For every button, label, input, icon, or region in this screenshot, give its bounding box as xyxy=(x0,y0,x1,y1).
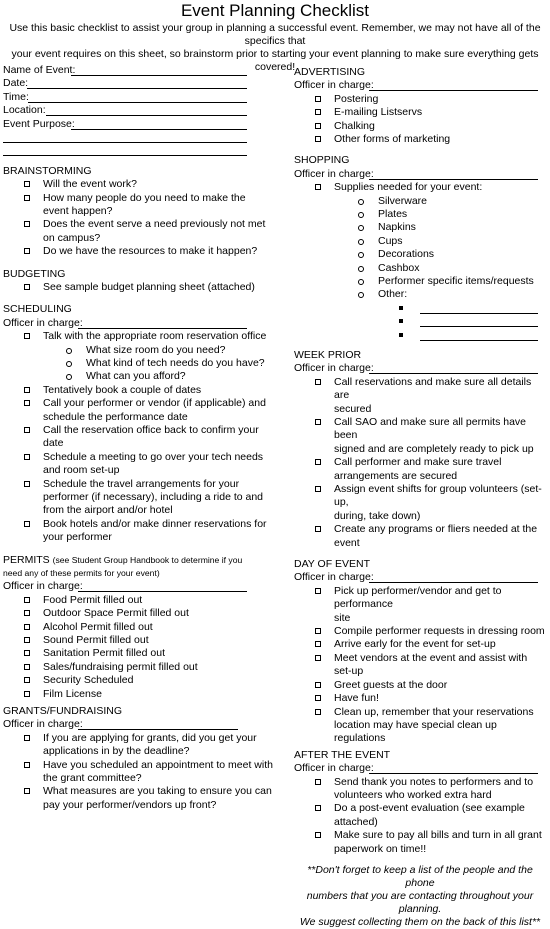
checklist-item[interactable] xyxy=(3,607,273,620)
checklist-item-text: Arrive early for the event for set-up xyxy=(334,638,496,651)
checkbox-icon[interactable] xyxy=(315,526,321,532)
checklist-item[interactable] xyxy=(294,376,546,416)
checklist-item-text: performer (if necessary), including a ride to and xyxy=(43,491,264,504)
checklist-item-text: Postering xyxy=(334,92,379,105)
checklist-item-text: Chalking xyxy=(334,119,375,132)
checkbox-icon[interactable] xyxy=(315,805,321,811)
checklist-item-text: Do we have the resources to make it happen? xyxy=(43,245,258,258)
checklist-item[interactable] xyxy=(3,594,273,607)
checkbox-icon[interactable] xyxy=(24,400,30,406)
circle-bullet-icon[interactable] xyxy=(66,361,72,367)
checklist-item[interactable] xyxy=(3,397,273,424)
checklist-item-text: attached) xyxy=(334,815,378,828)
checklist-item-text: Alcohol Permit filled out xyxy=(43,620,153,633)
checkbox-icon[interactable] xyxy=(315,695,321,701)
checklist-item[interactable] xyxy=(294,456,546,483)
sub-item[interactable] xyxy=(3,357,273,370)
circle-bullet-icon[interactable] xyxy=(358,199,364,205)
checklist-item-text: date xyxy=(43,437,64,450)
checkbox-icon[interactable] xyxy=(24,387,30,393)
checkbox-icon[interactable] xyxy=(24,650,30,656)
circle-bullet-icon[interactable] xyxy=(66,374,72,380)
checkbox-icon[interactable] xyxy=(24,637,30,643)
intro-line: your event requires on this sheet, so brainstorm prior to starting your event planning to make sure everything gets covered! xyxy=(11,48,539,73)
checklist-item-text: paperwork on time!! xyxy=(334,842,427,855)
sub-item[interactable] xyxy=(294,262,546,275)
officer-label: Officer in charge: xyxy=(294,167,374,180)
checklist-item-text: Outdoor Space Permit filled out xyxy=(43,607,189,620)
checklist-item-text: Tentatively book a couple of dates xyxy=(43,383,202,396)
checklist-item-text: Pick up performer/vendor and get to performance xyxy=(334,584,502,611)
other-blank-item[interactable] xyxy=(294,329,546,342)
checklist-item-text: Send thank you notes to performers and to xyxy=(334,775,534,788)
scheduling-subitems xyxy=(3,344,273,384)
checklist-item[interactable] xyxy=(3,674,273,687)
field-name[interactable] xyxy=(3,64,273,77)
officer-label: Officer in charge: xyxy=(3,718,83,731)
checklist-item[interactable] xyxy=(294,638,546,651)
officer-label: Officer in charge: xyxy=(294,762,374,775)
checklist-item[interactable] xyxy=(3,661,273,674)
checklist-item-text: Call the reservation office back to confirm your xyxy=(43,423,259,436)
sub-item[interactable] xyxy=(294,208,546,221)
circle-bullet-icon[interactable] xyxy=(358,252,364,258)
checkbox-icon[interactable] xyxy=(315,419,321,425)
field-line[interactable] xyxy=(71,64,247,76)
checklist-item[interactable] xyxy=(294,483,546,523)
checkbox-icon[interactable] xyxy=(315,109,321,115)
checklist-item[interactable] xyxy=(294,829,546,856)
sub-item[interactable] xyxy=(294,275,546,288)
checklist-item-text: Have fun! xyxy=(334,692,379,705)
field-label: Location: xyxy=(3,104,46,117)
checkbox-icon[interactable] xyxy=(24,248,30,254)
officer-label: Officer in charge: xyxy=(294,362,374,375)
checklist-item[interactable] xyxy=(3,192,273,219)
checklist-item[interactable] xyxy=(3,688,273,701)
sub-item[interactable] xyxy=(3,370,273,383)
officer-label: Officer in charge: xyxy=(3,580,83,593)
grants-list xyxy=(3,732,273,812)
field-location[interactable] xyxy=(3,104,273,117)
blank-line[interactable] xyxy=(420,313,538,314)
checklist-item-text: Sales/fundraising permit filled out xyxy=(43,660,198,673)
checklist-item-text: pay your performer/vendors up front? xyxy=(43,798,217,811)
checklist-item-text: Food Permit filled out xyxy=(43,593,143,606)
checklist-item-text: the grant committee? xyxy=(43,772,142,785)
officer-line[interactable] xyxy=(78,718,238,730)
checklist-item-text: How many people do you need to make the xyxy=(43,191,246,204)
checklist-item-text: Create any programs or fliers needed at the xyxy=(334,523,538,536)
sub-item-text: Decorations xyxy=(378,248,435,261)
checklist-item-text: event happen? xyxy=(43,204,113,217)
officer-label: Officer in charge: xyxy=(294,79,374,92)
officer-line[interactable] xyxy=(78,317,247,329)
circle-bullet-icon[interactable] xyxy=(66,348,72,354)
section-heading: GRANTS/FUNDRAISING xyxy=(3,705,123,718)
blank-line[interactable] xyxy=(420,340,538,341)
checklist-item-text: E-mailing Listservs xyxy=(334,106,423,119)
checkbox-icon[interactable] xyxy=(315,379,321,385)
sub-item[interactable] xyxy=(294,288,546,301)
other-blank-item[interactable] xyxy=(294,315,546,328)
checklist-item-text: secured xyxy=(334,402,372,415)
checklist-item[interactable] xyxy=(3,634,273,647)
checklist-item[interactable] xyxy=(294,625,546,638)
section-heading: DAY OF EVENT xyxy=(294,558,371,571)
checklist-item-text: Assign event shifts for group volunteers (set-up, xyxy=(334,483,542,509)
checklist-item[interactable] xyxy=(294,416,546,456)
checklist-item-text: Meet vendors at the event and assist with set-up xyxy=(334,651,528,678)
checklist-item[interactable] xyxy=(3,478,273,518)
checklist-item-text: Film License xyxy=(43,687,102,700)
checklist-item[interactable] xyxy=(3,384,273,397)
checklist-item-text: Book hotels and/or make dinner reservations for xyxy=(43,517,267,530)
section-heading: SCHEDULING xyxy=(3,303,72,316)
checkbox-icon[interactable] xyxy=(24,762,30,768)
circle-bullet-icon[interactable] xyxy=(358,279,364,285)
section-heading: ADVERTISING xyxy=(294,66,365,78)
checkbox-icon[interactable] xyxy=(24,521,30,527)
sub-item-text: Plates xyxy=(378,208,408,220)
checklist-item-text: site xyxy=(334,611,351,624)
event-fields xyxy=(3,64,273,158)
checkbox-icon[interactable] xyxy=(315,136,321,142)
checkbox-icon[interactable] xyxy=(24,195,30,201)
field-label: Name of Event: xyxy=(3,64,76,76)
checklist-item-text: arrangements are secured xyxy=(334,469,458,482)
officer-field[interactable] xyxy=(3,580,273,593)
sub-item-text: Napkins xyxy=(378,221,416,234)
checklist-item[interactable] xyxy=(3,647,273,660)
checklist-item-text: What measures are you taking to ensure you can xyxy=(43,785,272,798)
checklist-item[interactable] xyxy=(294,802,546,829)
checklist-item-text: and room set-up xyxy=(43,464,120,477)
checklist-item-text: during, take down) xyxy=(334,509,421,522)
checkbox-icon[interactable] xyxy=(315,655,321,661)
checklist-item-text: Security Scheduled xyxy=(43,674,134,687)
checklist-item[interactable] xyxy=(294,652,546,679)
checklist-item[interactable]: Supplies needed for your event: xyxy=(294,181,546,194)
checkbox-icon[interactable] xyxy=(315,641,321,647)
checklist-item-text: volunteers who worked extra hard xyxy=(334,788,492,801)
checklist-item-text: your performer xyxy=(43,531,112,544)
checkbox-icon[interactable] xyxy=(24,677,30,683)
field-line[interactable] xyxy=(46,104,247,116)
checklist-item-text: applications in by the deadline? xyxy=(43,745,190,758)
checkbox-icon[interactable] xyxy=(24,610,30,616)
field-line[interactable] xyxy=(71,118,247,130)
checkbox-icon[interactable] xyxy=(24,427,30,433)
officer-field[interactable] xyxy=(294,362,546,375)
checkbox-icon[interactable] xyxy=(24,284,30,290)
officer-field[interactable] xyxy=(294,571,546,584)
checklist-item[interactable] xyxy=(3,785,273,812)
circle-bullet-icon[interactable] xyxy=(358,225,364,231)
section-heading: AFTER THE EVENT xyxy=(294,748,391,761)
checkbox-icon[interactable] xyxy=(315,184,321,190)
checkbox-icon[interactable] xyxy=(315,779,321,785)
checklist-item[interactable] xyxy=(3,281,273,294)
checklist-item-text: signed and are completely ready to pick up xyxy=(334,442,534,455)
officer-label: Officer in charge: xyxy=(3,316,83,329)
checklist-item[interactable] xyxy=(3,245,273,258)
scheduling-list xyxy=(3,384,273,545)
checklist-item-text: Call performer and make sure travel xyxy=(334,456,502,469)
checkbox-icon[interactable] xyxy=(24,454,30,460)
checkbox-icon[interactable] xyxy=(24,181,30,187)
checklist-item-text: Other forms of marketing xyxy=(334,133,451,145)
officer-line[interactable] xyxy=(369,168,538,180)
checklist-item-text: Compile performer requests in dressing room xyxy=(334,625,545,638)
checklist-item-text: See sample budget planning sheet (attached) xyxy=(43,280,255,293)
officer-field[interactable] xyxy=(294,168,546,181)
sub-item-text: Cashbox xyxy=(378,261,420,274)
field-date[interactable] xyxy=(3,77,273,90)
checkbox-icon[interactable] xyxy=(315,628,321,634)
field-label: Event Purpose: xyxy=(3,117,75,130)
checklist-item[interactable] xyxy=(294,106,546,119)
checkbox-icon[interactable] xyxy=(315,123,321,129)
brainstorming-list xyxy=(3,178,273,258)
checklist-item-text: Will the event work? xyxy=(43,178,137,191)
field-label: Date: xyxy=(3,77,29,90)
page-title: Event Planning Checklist xyxy=(180,1,370,20)
sub-item-text: Cups xyxy=(378,234,403,247)
checklist-item-text: Schedule the travel arrangements for your xyxy=(43,477,240,490)
checklist-item-text: Greet guests at the door xyxy=(334,678,448,691)
sub-item-text: What size room do you need? xyxy=(86,343,226,356)
checkbox-icon[interactable] xyxy=(315,96,321,102)
checklist-item-text: Schedule a meeting to go over your tech needs xyxy=(43,450,264,463)
checklist-item[interactable] xyxy=(3,424,273,451)
checklist-item-text: Do a post-event evaluation (see example xyxy=(334,802,525,815)
right-column xyxy=(294,64,546,929)
checklist-item-text: If you are applying for grants, did you get your xyxy=(43,731,257,744)
week-prior-list xyxy=(294,376,546,550)
officer-line[interactable] xyxy=(369,571,538,583)
checklist-item[interactable] xyxy=(3,178,273,191)
circle-bullet-icon[interactable] xyxy=(358,239,364,245)
officer-field[interactable] xyxy=(3,718,273,731)
sub-item-text: Other: xyxy=(378,288,408,301)
left-column xyxy=(3,64,273,812)
checklist-item[interactable] xyxy=(294,776,546,803)
section-heading: SHOPPING xyxy=(294,154,350,167)
other-blank-item[interactable] xyxy=(294,302,546,315)
sub-item-text: What kind of tech needs do you have? xyxy=(86,356,265,369)
sub-item-text: What can you afford? xyxy=(86,370,186,383)
checklist-item[interactable] xyxy=(294,706,546,746)
checkbox-icon[interactable] xyxy=(24,624,30,630)
field-label: Time: xyxy=(3,90,29,103)
permits-note: need any of these permits for your event) xyxy=(3,568,160,579)
checklist-item-text: Have you scheduled an appointment to meet with xyxy=(43,758,273,771)
section-heading: BRAINSTORMING xyxy=(3,164,92,177)
field-purpose[interactable] xyxy=(3,118,273,131)
officer-label: Officer in charge: xyxy=(294,571,374,584)
bullet-icon xyxy=(399,306,403,310)
checklist-item[interactable] xyxy=(294,679,546,692)
purpose-line[interactable] xyxy=(3,144,273,157)
checkbox-icon[interactable] xyxy=(315,459,321,465)
after-list xyxy=(294,776,546,856)
checkbox-icon[interactable] xyxy=(24,788,30,794)
budgeting-list xyxy=(3,281,273,294)
footer-note: **Don't forget to keep a list of the people and the phone numbers that you are contacting throughout your planning. We suggest collecting them on the back of this list** xyxy=(299,863,541,928)
checklist-item[interactable] xyxy=(3,451,273,478)
checklist-item[interactable] xyxy=(3,759,273,786)
checklist-item-text: Call reservations and make sure all details are xyxy=(334,375,532,402)
checklist-item[interactable] xyxy=(294,120,546,133)
checkbox-icon[interactable] xyxy=(315,832,321,838)
section-heading: WEEK PRIOR xyxy=(294,349,362,362)
sub-item[interactable] xyxy=(294,221,546,234)
checklist-item[interactable] xyxy=(294,133,546,146)
checklist-item-text: Sound Permit filled out xyxy=(43,634,149,647)
checklist-item-text: schedule the performance date xyxy=(43,410,188,423)
circle-bullet-icon[interactable] xyxy=(358,292,364,298)
checklist-item-text: Does the event serve a need previously not met xyxy=(43,218,266,231)
day-of-list xyxy=(294,585,546,746)
checklist-item[interactable] xyxy=(294,523,546,550)
officer-line[interactable] xyxy=(369,362,538,374)
officer-line[interactable] xyxy=(369,79,538,91)
permits-list xyxy=(3,594,273,701)
checkbox-icon[interactable] xyxy=(315,709,321,715)
checkbox-icon[interactable] xyxy=(24,664,30,670)
checkbox-icon[interactable] xyxy=(24,597,30,603)
checklist-item-text: from the airport and/or hotel xyxy=(43,504,173,517)
checkbox-icon[interactable] xyxy=(315,682,321,688)
officer-line[interactable] xyxy=(78,580,247,592)
checkbox-icon[interactable] xyxy=(24,735,30,741)
checkbox-icon[interactable] xyxy=(24,691,30,697)
checklist-item-text: on campus? xyxy=(43,231,101,244)
checklist-item[interactable] xyxy=(294,585,546,625)
shopping-subitems xyxy=(294,195,546,302)
checklist-item[interactable] xyxy=(294,692,546,705)
field-line[interactable] xyxy=(28,91,247,103)
checklist-item-text: Call your performer or vendor (if applicable) and xyxy=(43,397,266,410)
checklist-item[interactable] xyxy=(3,621,273,634)
bullet-icon xyxy=(399,333,403,337)
section-heading: PERMITS (see Student Group Handbook to determine if you xyxy=(3,553,243,566)
checklist-item-text: location may have special clean up regulations xyxy=(334,718,497,745)
checklist-item[interactable] xyxy=(3,218,273,245)
checklist-item[interactable]: Talk with the appropriate room reservation office xyxy=(3,330,273,343)
section-heading: BUDGETING xyxy=(3,267,66,280)
checkbox-icon[interactable] xyxy=(315,486,321,492)
officer-field[interactable] xyxy=(294,79,546,92)
officer-field[interactable] xyxy=(3,317,273,330)
checklist-item[interactable] xyxy=(3,732,273,759)
checklist-item[interactable] xyxy=(294,93,546,106)
blank-line[interactable] xyxy=(420,326,538,327)
sub-item-text: Silverware xyxy=(378,194,428,207)
circle-bullet-icon[interactable] xyxy=(358,266,364,272)
circle-bullet-icon[interactable] xyxy=(358,212,364,218)
checklist-item-text: Call SAO and make sure all permits have been xyxy=(334,416,526,442)
checklist-item[interactable] xyxy=(3,518,273,545)
checklist-item-text: event xyxy=(334,536,360,549)
sub-item[interactable] xyxy=(294,195,546,208)
field-time[interactable] xyxy=(3,91,273,104)
bullet-icon xyxy=(399,319,403,323)
sub-item-text: Performer specific items/requests xyxy=(378,275,534,288)
officer-line[interactable] xyxy=(369,762,538,774)
checklist-item-text: Clean up, remember that your reservations xyxy=(334,705,534,718)
checkbox-icon[interactable] xyxy=(315,588,321,594)
checkbox-icon[interactable] xyxy=(24,221,30,227)
officer-field[interactable] xyxy=(294,762,546,775)
purpose-line[interactable] xyxy=(3,131,273,144)
intro-line: Use this basic checklist to assist your group in planning a successful event. Remember, we may not have all of the specifics that xyxy=(9,22,541,47)
checklist-item-text: Sanitation Permit filled out xyxy=(43,647,165,660)
checklist-item-text: Make sure to pay all bills and turn in all grant xyxy=(334,829,542,842)
checkbox-icon[interactable] xyxy=(24,333,30,339)
checkbox-icon[interactable] xyxy=(24,481,30,487)
sub-item[interactable] xyxy=(3,344,273,357)
advertising-list xyxy=(294,93,546,147)
sub-item[interactable] xyxy=(294,235,546,248)
sub-item[interactable] xyxy=(294,248,546,261)
field-line[interactable] xyxy=(27,77,247,89)
